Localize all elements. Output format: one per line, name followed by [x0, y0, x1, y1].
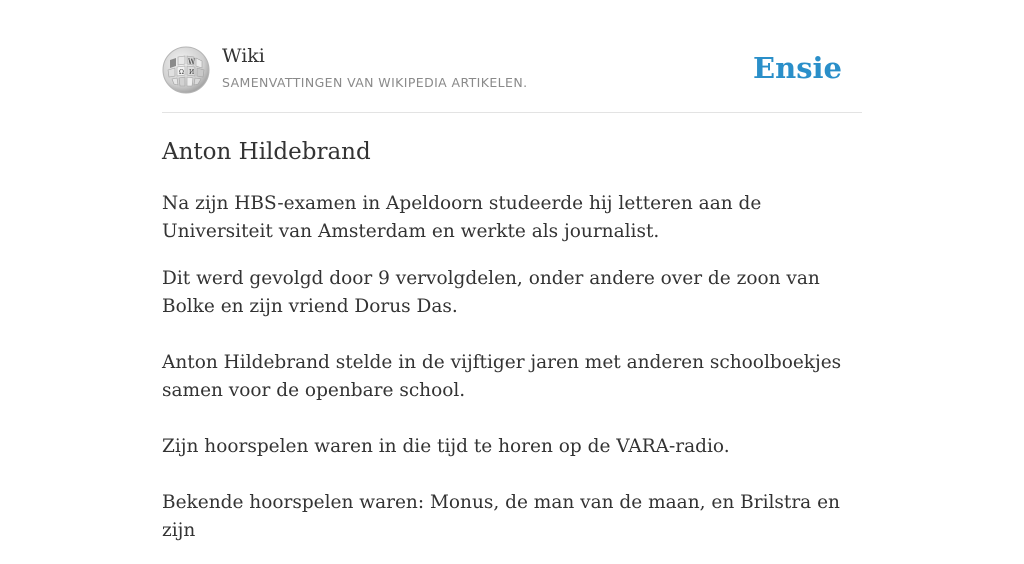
site-title[interactable]: Wiki: [222, 45, 265, 67]
site-tagline: SAMENVATTINGEN VAN WIKIPEDIA ARTIKELEN.: [222, 75, 528, 90]
svg-text:Ω: Ω: [179, 69, 184, 76]
ensie-brand-link[interactable]: Ensie: [753, 51, 842, 85]
article-paragraph: Dit werd gevolgd door 9 vervolgdelen, onder andere over de zoon van Bolke en zijn vriend Dorus Das.: [162, 268, 820, 317]
wikipedia-globe-icon[interactable]: [162, 46, 210, 94]
article-paragraph: Anton Hildebrand stelde in de vijftiger jaren met anderen schoolboekjes samen voor de openbare school.: [162, 352, 842, 401]
article-paragraph: Na zijn HBS-examen in Apeldoorn studeerde hij letteren aan de Universiteit van Amsterdam en werkte als journalist.: [162, 193, 762, 242]
article-paragraph: Bekende hoorspelen waren: Monus, de man van de maan, en Brilstra en zijn: [162, 492, 840, 541]
site-header: [162, 0, 862, 113]
svg-text:И: И: [189, 69, 195, 76]
article-content: [162, 190, 862, 564]
article-title: Anton Hildebrand: [162, 139, 371, 165]
page: [162, 0, 862, 541]
article-paragraph: Zijn hoorspelen waren in die tijd te horen op de VARA-radio.: [162, 436, 730, 457]
svg-text:W: W: [188, 58, 196, 66]
